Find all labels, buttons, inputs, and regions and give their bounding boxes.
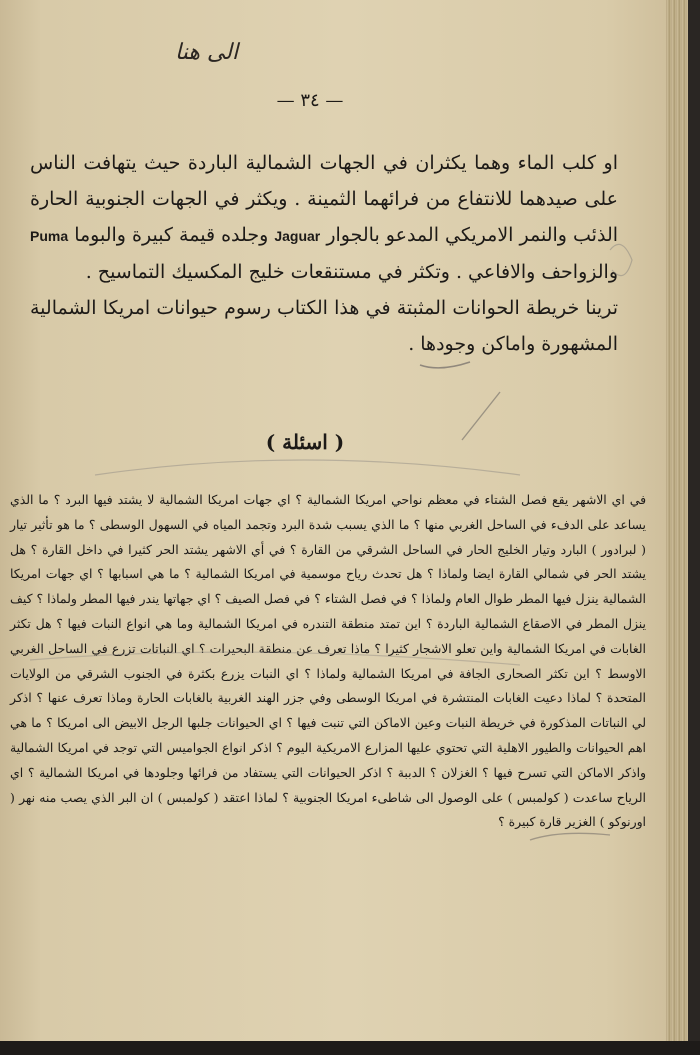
intro-paragraph-1-part-b: وجلده قيمة كبيرة والبوما	[74, 224, 269, 246]
jaguar-term: Jaguar	[274, 228, 321, 244]
puma-term: Puma	[30, 228, 69, 244]
page-edge-stack	[666, 0, 688, 1055]
intro-paragraph-1-part-c: والزواحف والافاعي . وتكثر في مستنقعات خليج المكسيك التماسيح .	[85, 261, 618, 283]
page-number: — ٣٤ —	[276, 90, 344, 111]
page-bottom-shadow	[0, 1041, 700, 1055]
intro-paragraph-1	[30, 145, 618, 290]
questions-text	[10, 488, 646, 835]
intro-paragraph-1-part-a: او كلب الماء وهما يكثران في الجهات الشمالية الباردة حيث يتهافت الناس على صيدهما للانتفاع من فرائهما الثمينة . ويكثر في الجهات الجنوبية الحارة الذئب والنمر الامريكي المدعو بالجوار	[30, 152, 619, 246]
questions-body: في اي الاشهر يقع فصل الشتاء في معظم نواحي امريكا الشمالية ؟ اي جهات امريكا الشمالية لا يشتد فيها البرد ؟ ما الذي يساعد على الدفء في الساحل الغربي منها ؟ ما الذي يسبب شدة البرد وتجمد المياه في السهول الوسطى ؟ ما هو تأثير تيار ( لبرادور ) البارد وتيار الخليج الحار في الساحل الشرقي من القارة ؟ في أي الاشهر يشتد الحر كثيرا في داخل القارة ؟ هل يشتد الحر في شمالي القارة ايضا ولماذا ؟ هل تحدث رياح موسمية في امريكا الشمالية ؟ ما هي اسبابها ؟ اي جهات امريكا الشمالية ينزل فيها المطر طوال العام ولماذا ؟ في فصل الشتاء ؟ في فصل الصيف ؟ اي جهاتها يندر فيها المطر ولماذا ؟ كيف ينزل المطر في الاصقاع الشمالية الباردة ؟ اين تمتد منطقة التندره في امريكا الشمالية وما هي انواع النبات فيها ؟ هل تكثر الغابات في امريكا الشمالية واين تعلو الاشجار كثيرا ؟ ماذا تعرف عن منطقة البحيرات ؟ اي النباتات تزرع في الساحل الغربي الاوسط ؟ اين تكثر الصحارى الجافة في امريكا الشمالية ولماذا ؟ اي النبات يزرع بكثرة في الجنوب الشرقي من الولايات المتحدة ؟ لماذا دعيت الغابات المنتشرة في امريكا الوسطى وفي جزر الهند الغربية بالغابات الحارة وماذا تعرف عنها ؟ اذكر لي النباتات المذكورة في خريطة النبات وعين الاماكن التي تنبت فيها ؟ اي الحيوانات جلبها الرجل الابيض الى امريكا ؟ ما هي اهم الحيوانات والطيور الاهلية التي تحتوي عليها المزارع الامريكية اليوم ؟ اذكر انواع الجواميس التي توجد في امريكا الشمالية واذكر الاماكن التي تسرح فيها ؟ الغزلان ؟ الدببة ؟ اذكر الحيوانات التي يستفاد من فرائها وجلودها في امريكا الشمالية ؟ اي الرياح ساعدت ( كولمبس ) على الوصول الى شاطىء امريكا الجنوبية ؟ لماذا اعتقد ( كولمبس ) ان البر الذي يصب منه نهر ( اورنوكو ) الغزير قارة كبيرة ؟	[10, 492, 646, 830]
intro-text	[30, 145, 618, 362]
intro-paragraph-2: ترينا خريطة الحوانات المثبتة في هذا الكتاب رسوم حيوانات امريكا الشمالية المشهورة واماكن وجودها .	[30, 297, 618, 355]
questions-heading: ( اسئلة )	[265, 430, 345, 454]
handwritten-note: الى هنا	[175, 40, 239, 65]
